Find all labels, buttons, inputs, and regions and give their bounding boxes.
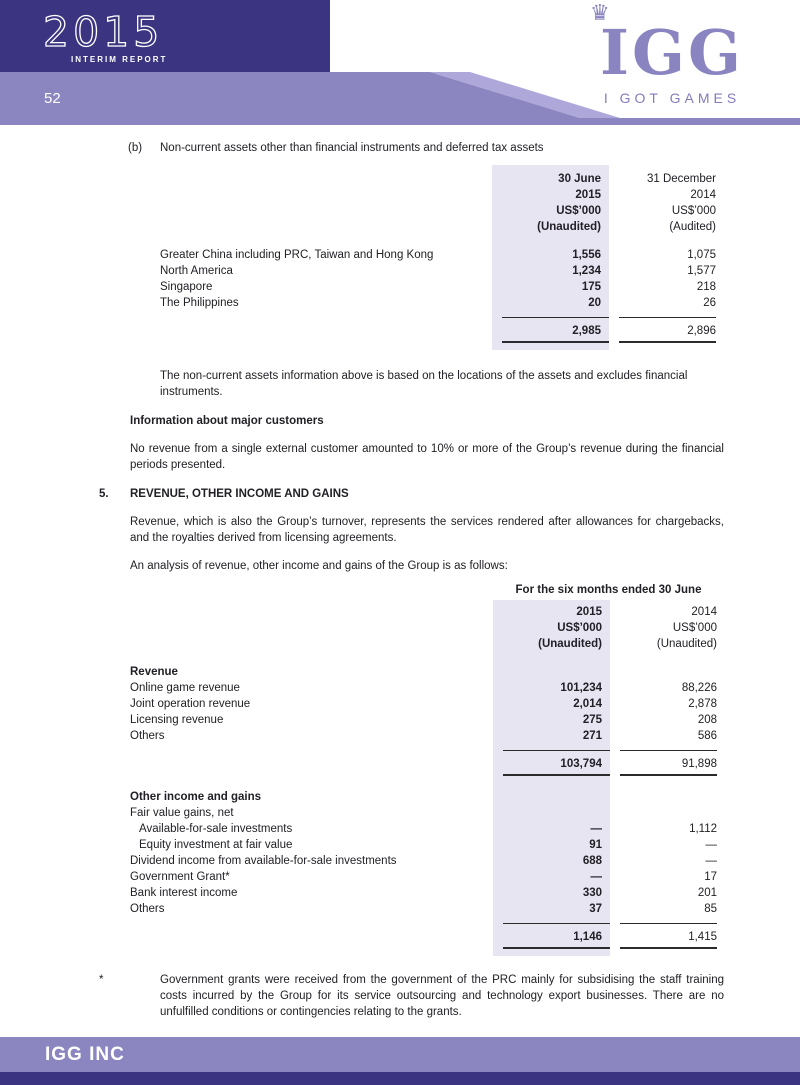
total-double-rule [130,774,724,777]
total-double-rule [160,341,723,344]
col-header-line: US$’000 [671,205,716,217]
section-5-heading [99,486,724,502]
row-label: Dividend income from available-for-sale investments [130,855,397,867]
row-label [130,756,493,772]
cell-2014: 1,112 [689,823,717,835]
table-row [130,901,724,917]
rule-line [620,750,717,751]
table-row [130,821,724,837]
cell-2015 [493,805,610,821]
table-row [160,279,723,295]
section-b-title: Non-current assets other than financial instruments and deferred tax assets [160,142,544,154]
table-row [130,885,724,901]
row-label: Equity investment at fair value [139,839,293,851]
revenue-table [130,600,724,956]
igg-logo [574,0,770,106]
cell-2014 [610,664,724,680]
cell-2015: 1,234 [572,265,601,277]
rule-line [619,317,716,318]
spacer [160,235,723,247]
rule-2015 [492,317,609,318]
row-label: Online game revenue [130,682,240,694]
rule-spacer [130,947,493,950]
rule-2015 [493,750,610,751]
double-rule-line [503,947,610,949]
section-5-number: 5. [99,488,109,500]
col-header-line: US$’000 [556,205,601,217]
table-row [160,295,723,311]
row-label [160,323,492,339]
noncurrent-assets-table [160,165,723,350]
spacer [160,344,723,350]
cell-2014: 201 [697,887,717,899]
cell-2014: 586 [697,730,717,742]
section-b-marker: (b) [128,142,143,154]
period-header-row [130,582,724,598]
spacer [130,652,724,664]
cell-2015: 1,556 [572,249,601,261]
rule-2014 [610,774,724,777]
cell-2014: 2,878 [688,698,717,710]
rule-2015 [493,923,610,924]
total-row [130,929,724,945]
col-header-line: 2015 [575,189,601,201]
total-2014: 2,896 [687,325,716,337]
cell-2015 [493,664,610,680]
double-rule-line [620,947,717,949]
table-row [130,696,724,712]
row-label: Bank interest income [130,887,238,899]
cell-2015: 271 [582,730,602,742]
cell-2015: 275 [582,714,602,726]
cell-2014: — [705,855,717,867]
footnote-text: Government grants were received from the government of the PRC mainly for subsidising the staff training costs incurred by the Group for its service outsourcing and technology export businesses. There are no unfulfilled conditions or contingencies relating to the grants. [160,974,724,1018]
col-header-line: (Unaudited) [538,638,602,650]
cell-2015: — [590,871,602,883]
page-content [99,140,724,1020]
footer-band [0,1037,800,1072]
total-2015: 103,794 [560,758,602,770]
cell-2015: 2,014 [573,698,602,710]
cell-2015: 688 [582,855,602,867]
rule-spacer [160,317,492,318]
row-label: North America [160,265,233,277]
col-header-line: 30 June [558,173,601,185]
col-header-line: 2014 [691,606,717,618]
footer-dark-strip [0,1072,800,1085]
rule-2015 [493,947,610,950]
double-rule-line [620,774,717,776]
double-rule-line [619,341,716,343]
igg-logo-text: IGG [600,16,744,89]
column-2015-header [493,604,610,652]
section-heading-row [130,664,724,680]
cell-2014: — [705,839,717,851]
crown-icon: ♛ [590,0,610,25]
section-5-paragraph-2: An analysis of revenue, other income and gains of the Group is as follows: [130,560,508,572]
row-label: Others [130,903,165,915]
igg-logo-tagline: I GOT GAMES [603,90,741,106]
year-logo-block [0,0,330,72]
table1-note: The non-current assets information above is based on the locations of the assets and excludes financial instruments. [160,370,688,398]
col-header-line: 2015 [576,606,602,618]
total-row [160,323,723,339]
section-5-paragraph-1: Revenue, which is also the Group’s turnover, represents the services rendered after allowances for chargebacks, and the royalties derived from licensing agreements. [130,516,724,544]
cell-2014: 218 [696,281,716,293]
cell-2015: 20 [588,297,601,309]
total-2014: 91,898 [681,758,717,770]
spacer [130,950,724,956]
cell-2014: 1,075 [687,249,716,261]
double-rule-line [502,341,609,343]
subtotal-rule [130,923,724,924]
table-row [130,680,724,696]
total-double-rule [130,947,724,950]
cell-2014: 1,577 [687,265,716,277]
year-logo: 2015 [43,8,164,56]
cell-2014 [610,805,724,821]
cell-2015: 37 [589,903,602,915]
footnote-marker: * [99,974,104,986]
header-spacer [160,171,492,235]
cell-2015: 91 [589,839,602,851]
rule-spacer [160,341,492,344]
spacer [130,582,493,598]
row-label: Joint operation revenue [130,698,251,710]
row-label: Singapore [160,281,213,293]
table-row [160,263,723,279]
cell-2015: 175 [581,281,601,293]
col-header-line: 31 December [646,173,716,185]
other-income-heading: Other income and gains [130,791,261,803]
period-header: For the six months ended 30 June [515,584,702,596]
section-5-title: REVENUE, OTHER INCOME AND GAINS [130,488,349,500]
cell-2015: 330 [582,887,602,899]
row-label: Others [130,730,165,742]
col-header-line: 2014 [690,189,716,201]
cell-2014: 88,226 [681,682,717,694]
rule-2015 [493,774,610,777]
page-number: 52 [44,90,61,107]
table-row [160,247,723,263]
table-row [130,869,724,885]
rule-spacer [130,923,493,924]
table-row [130,712,724,728]
cell-2014 [610,789,724,805]
column-2015-header [492,171,609,235]
revenue-heading: Revenue [130,666,178,678]
cell-2015: — [590,823,602,835]
row-label: Fair value gains, net [130,807,234,819]
row-label [130,929,493,945]
rule-2014 [609,317,723,318]
rule-line [503,750,610,751]
column-2014-header [609,171,723,235]
cell-2014: 208 [697,714,717,726]
col-header-line: US$’000 [557,622,602,634]
col-header-line: (Unaudited) [537,221,601,233]
section-b-heading [99,140,724,156]
rule-line [503,923,610,924]
rule-line [620,923,717,924]
page-header [0,0,800,125]
subtotal-rule [130,750,724,751]
footnote [99,972,724,1020]
table-header-row [130,600,724,652]
total-2014: 1,415 [688,931,717,943]
col-header-line: (Unaudited) [656,638,717,650]
total-2015: 2,985 [572,325,601,337]
table-header-row [160,165,723,235]
table-row [130,805,724,821]
major-customers-body: No revenue from a single external customer amounted to 10% or more of the Group’s revenue during the financial periods presented. [130,443,724,471]
rule-2015 [492,341,609,344]
section-heading-row [130,789,724,805]
footer-brand: IGG INC [45,1043,125,1065]
subtotal-rule [160,317,723,318]
row-label: Licensing revenue [130,714,224,726]
table-row [130,853,724,869]
rule-spacer [130,750,493,751]
rule-2014 [610,923,724,924]
interim-report-label: INTERIM REPORT [71,55,168,64]
cell-2014: 85 [704,903,717,915]
rule-line [502,317,609,318]
cell-2015: 101,234 [560,682,602,694]
rule-2014 [610,750,724,751]
row-label: Greater China including PRC, Taiwan and Hong Kong [160,249,434,261]
row-label: Government Grant* [130,871,230,883]
table-row [130,837,724,853]
table-row [130,728,724,744]
total-2015: 1,146 [573,931,602,943]
total-row [130,756,724,772]
col-header-line: US$’000 [672,622,717,634]
rule-2014 [610,947,724,950]
cell-2014: 26 [703,297,716,309]
row-label: The Philippines [160,297,239,309]
row-label: Available-for-sale investments [139,823,293,835]
header-spacer [130,604,493,652]
rule-2014 [609,341,723,344]
double-rule-line [503,774,610,776]
cell-2015 [493,789,610,805]
major-customers-heading: Information about major customers [130,415,324,427]
cell-2014: 17 [704,871,717,883]
spacer [130,777,724,789]
col-header-line: (Audited) [669,221,716,233]
column-2014-header [610,604,724,652]
rule-spacer [130,774,493,777]
